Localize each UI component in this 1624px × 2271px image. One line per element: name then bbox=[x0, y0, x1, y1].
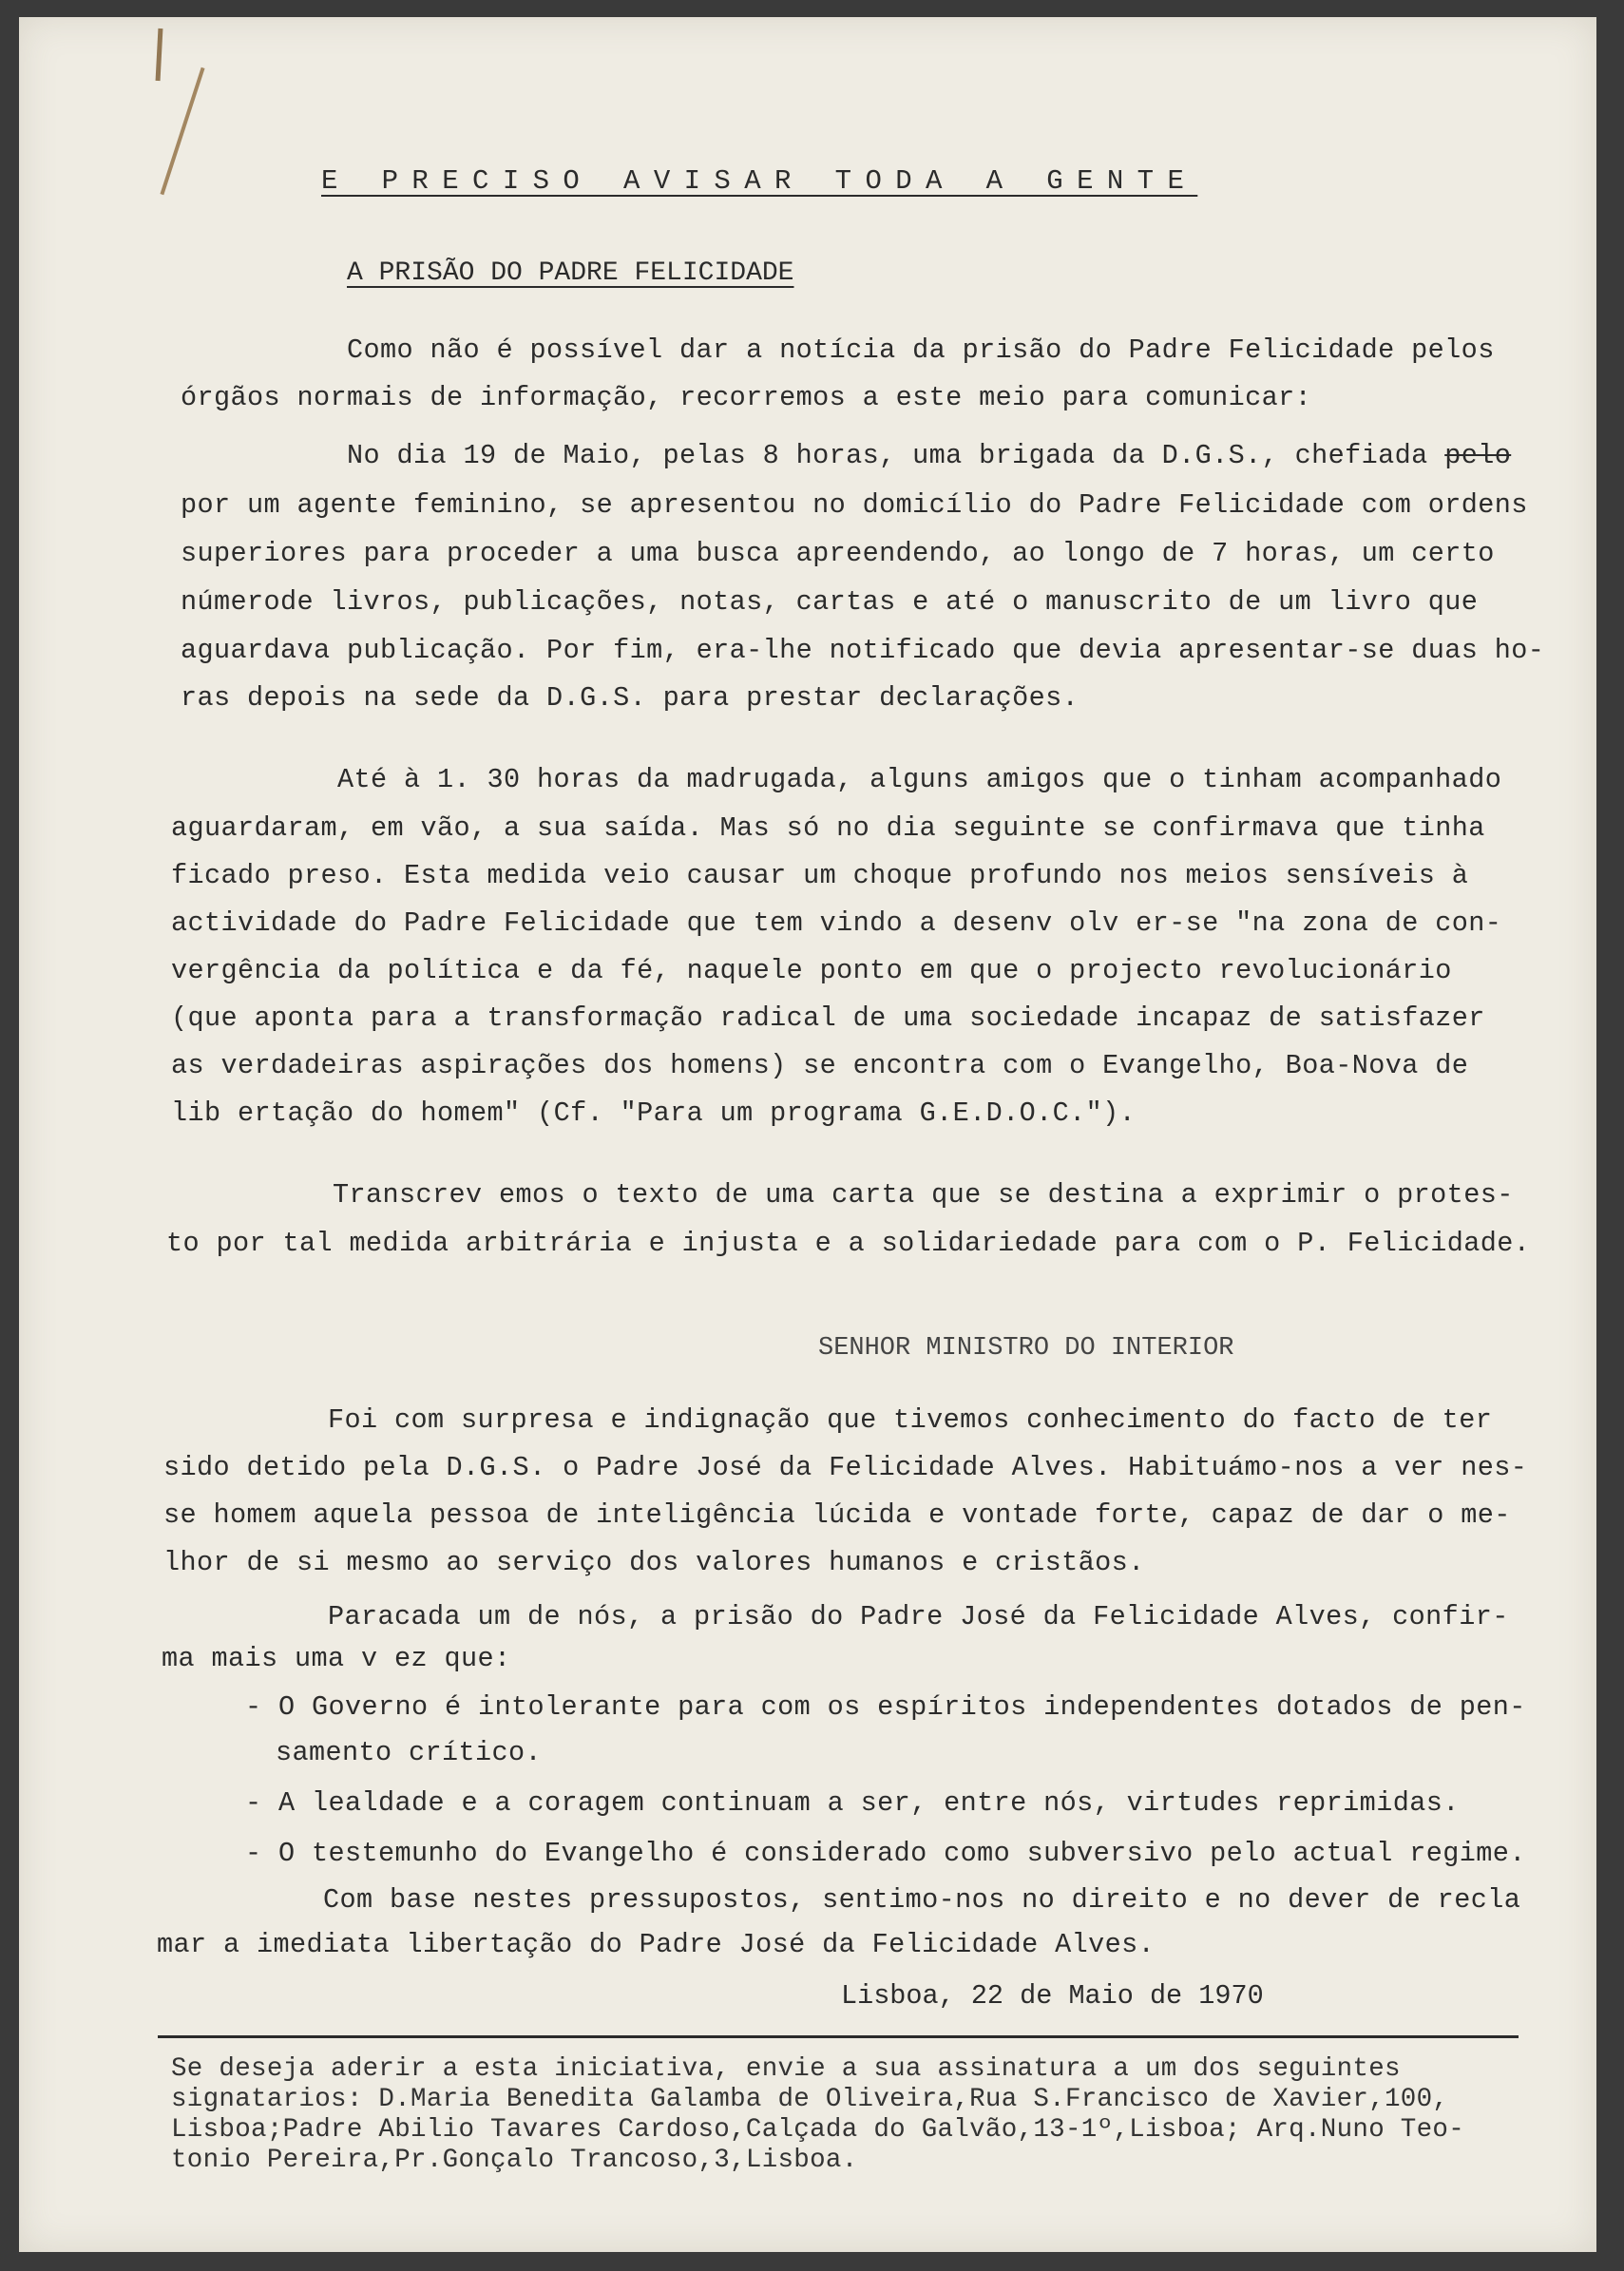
paragraph-line: (que aponta para a transformação radical de uma sociedade incapaz de satisfazer bbox=[171, 1002, 1485, 1034]
paragraph-line: aguardava publicação. Por fim, era-lhe notificado que devia apresentar-se duas ho- bbox=[181, 635, 1545, 666]
paragraph-line: Transcrev emos o texto de uma carta que se destina a exprimir o protes- bbox=[333, 1179, 1514, 1211]
letter-line: sido detido pela D.G.S. o Padre José da Felicidade Alves. Habituámo-nos a ver nes- bbox=[163, 1452, 1528, 1483]
letter-line: se homem aquela pessoa de inteligência lúcida e vontade forte, capaz de dar o me- bbox=[163, 1499, 1511, 1531]
document-page bbox=[19, 17, 1596, 2252]
paragraph-line: aguardaram, em vão, a sua saída. Mas só no dia seguinte se confirmava que tinha bbox=[171, 812, 1485, 844]
footer-line: Se deseja aderir a esta iniciativa, envie a sua assinatura a um dos seguintes bbox=[171, 2054, 1401, 2084]
paragraph-line: vergência da política e da fé, naquele ponto em que o projecto revolucionário bbox=[171, 955, 1452, 986]
letter-bullet-line: - O Governo é intolerante para com os espíritos independentes dotados de pen- bbox=[245, 1691, 1526, 1723]
letter-bullet-line: - O testemunho do Evangelho é considerado como subversivo pelo actual regime. bbox=[245, 1838, 1526, 1869]
paragraph-line: ficado preso. Esta medida veio causar um choque profundo nos meios sensíveis à bbox=[171, 860, 1469, 891]
paragraph-line: No dia 19 de Maio, pelas 8 horas, uma brigada da D.G.S., chefiada pelo bbox=[347, 440, 1512, 471]
paragraph-line: lib ertação do homem" (Cf. "Para um programa G.E.D.O.C."). bbox=[171, 1097, 1137, 1129]
staple-rust-mark bbox=[160, 67, 204, 195]
intro-line: órgãos normais de informação, recorremos a este meio para comunicar: bbox=[181, 382, 1312, 413]
staple-rust-mark bbox=[156, 29, 163, 81]
letter-bullet-line: samento crítico. bbox=[276, 1737, 543, 1768]
footer-line: tonio Pereira,Pr.Gonçalo Trancoso,3,Lisboa. bbox=[171, 2146, 858, 2175]
letter-line: lhor de si mesmo ao serviço dos valores humanos e cristãos. bbox=[163, 1547, 1145, 1578]
letter-line: Com base nestes pressupostos, sentimo-nos no direito e no dever de recla bbox=[323, 1884, 1521, 1916]
letter-bullet-line: - A lealdade e a coragem continuam a ser, entre nós, virtudes reprimidas. bbox=[245, 1787, 1460, 1819]
paragraph-line: ras depois na sede da D.G.S. para prestar declarações. bbox=[181, 682, 1079, 714]
paragraph-line: superiores para proceder a uma busca apreendendo, ao longo de 7 horas, um certo bbox=[181, 538, 1495, 569]
letter-line: Paracada um de nós, a prisão do Padre José da Felicidade Alves, confir- bbox=[328, 1601, 1509, 1632]
paragraph-line: por um agente feminino, se apresentou no domicílio do Padre Felicidade com ordens bbox=[181, 489, 1528, 521]
footer-line: Lisboa;Padre Abilio Tavares Cardoso,Calçada do Galvão,13-1º,Lisboa; Arq.Nuno Teo- bbox=[171, 2115, 1465, 2145]
letter-date: Lisboa, 22 de Maio de 1970 bbox=[841, 1980, 1264, 2012]
letter-line: mar a imediata libertação do Padre José da Felicidade Alves. bbox=[157, 1929, 1156, 1960]
footer-line: signatarios: D.Maria Benedita Galamba de Oliveira,Rua S.Francisco de Xavier,100, bbox=[171, 2085, 1449, 2114]
letter-addressee: SENHOR MINISTRO DO INTERIOR bbox=[818, 1334, 1234, 1363]
paragraph-line: actividade do Padre Felicidade que tem vindo a desenv olv er-se "na zona de con- bbox=[171, 907, 1502, 939]
letter-line: Foi com surpresa e indignação que tivemos conhecimento do facto de ter bbox=[328, 1404, 1493, 1436]
paragraph-line: as verdadeiras aspirações dos homens) se encontra com o Evangelho, Boa-Nova de bbox=[171, 1050, 1469, 1081]
paragraph-line: Até à 1. 30 horas da madrugada, alguns amigos que o tinham acompanhado bbox=[337, 764, 1502, 795]
struck-word: pelo bbox=[1444, 440, 1512, 471]
footer-divider bbox=[158, 2035, 1519, 2038]
page-subtitle: A PRISÃO DO PADRE FELICIDADE bbox=[347, 258, 794, 288]
letter-line: ma mais uma v ez que: bbox=[162, 1643, 511, 1674]
paragraph-line: to por tal medida arbitrária e injusta e a solidariedade para com o P. Felicidade. bbox=[166, 1228, 1531, 1259]
intro-line: Como não é possível dar a notícia da prisão do Padre Felicidade pelos bbox=[347, 334, 1495, 366]
page-title: E PRECISO AVISAR TODA A GENTE bbox=[321, 165, 1198, 197]
paragraph-line: númerode livros, publicações, notas, cartas e até o manuscrito de um livro que bbox=[181, 586, 1479, 618]
